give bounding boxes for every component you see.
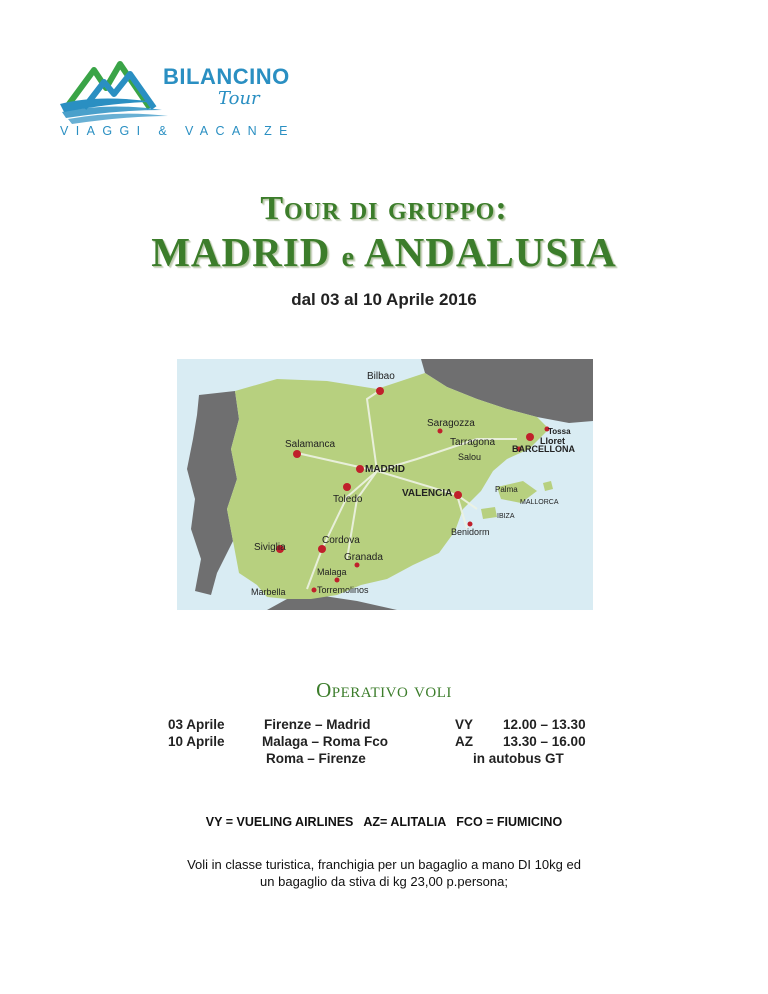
title-e: e [341, 242, 355, 273]
flight-carrier: VY [455, 717, 474, 732]
flight-time: 12.00 – 13.30 [503, 717, 586, 732]
map-label-tossa: Tossa [548, 427, 571, 436]
baggage-note-line2: un bagaglio da stiva di kg 23,00 p.persona; [260, 874, 508, 889]
map-label-saragozza: Saragozza [427, 418, 475, 429]
title-madrid: MADRID [151, 229, 331, 275]
map-label-cordova: Cordova [322, 535, 360, 546]
map-label-valencia: VALENCIA [402, 488, 453, 499]
map-label-salamanca: Salamanca [285, 439, 336, 450]
map-label-siviglia: Siviglia [254, 542, 286, 553]
baggage-note-line1: Voli in classe turistica, franchigia per un bagaglio a mano DI 10kg ed [187, 857, 581, 872]
flight-time: 13.30 – 16.00 [503, 734, 586, 749]
map-label-mallorca: MALLORCA [520, 499, 559, 506]
flight-route: Firenze – Madrid [264, 717, 371, 732]
carrier-legend: VY = VUELING AIRLINES AZ= ALITALIA FCO = FIUMICINO [205, 815, 563, 829]
flight-date: 10 Aprile [168, 734, 225, 749]
map-label-palma: Palma [495, 485, 518, 494]
map-label-marbella: Marbella [251, 587, 286, 597]
map-label-ibiza: IBIZA [497, 513, 515, 520]
flight-route: Roma – Firenze [266, 751, 366, 766]
flight-carrier: AZ [455, 734, 473, 749]
flight-time: in autobus GT [473, 751, 564, 766]
brand-name: BILANCINO [163, 64, 290, 89]
baggage-note [0, 856, 768, 890]
map-label-granada: Granada [344, 552, 383, 563]
flight-route: Malaga – Roma Fco [262, 734, 389, 749]
map-label-barcellona: BARCELLONA [512, 444, 575, 454]
map-label-tarragona: Tarragona [450, 437, 496, 448]
map-label-toledo: Toledo [333, 494, 363, 505]
map-label-salou: Salou [458, 452, 482, 462]
map-label-malaga: Malaga [317, 567, 347, 577]
map-label-torremolinos: Torremolinos [317, 585, 369, 595]
spain-map [177, 359, 593, 610]
title-line1: Tour di gruppo: [260, 190, 508, 227]
brand-tagline: VIAGGI & VACANZE [60, 124, 295, 138]
operativo-title: Operativo voli [316, 678, 452, 702]
title-line2 [0, 228, 768, 276]
map-label-lloret: Lloret [540, 436, 566, 446]
map-label-benidorm: Benidorm [451, 527, 490, 537]
title-andalusia: ANDALUSIA [364, 229, 617, 275]
flight-date: 03 Aprile [168, 717, 225, 732]
map-label-bilbao: Bilbao [367, 371, 395, 382]
brand-sub: Tour [218, 88, 260, 109]
tour-dates: dal 03 al 10 Aprile 2016 [291, 290, 477, 309]
map-label-madrid: MADRID [365, 464, 405, 475]
